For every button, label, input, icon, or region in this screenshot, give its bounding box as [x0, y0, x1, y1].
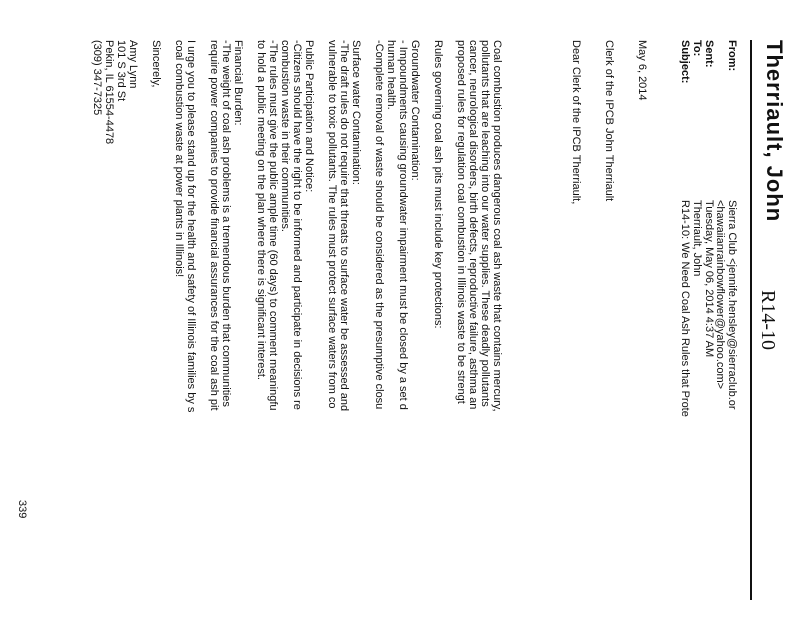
subject-value: R14-10: We Need Coal Ash Rules that Prote — [679, 200, 691, 417]
from-value-line-1: Sierra Club <jennife.hensley@sierraclub.or — [726, 200, 738, 410]
letter-paragraph — [255, 40, 315, 615]
paragraph-line: 101 S 3rd St — [115, 40, 127, 102]
paragraph-line: Amy Lynn — [127, 40, 139, 89]
letter-paragraph — [208, 40, 244, 615]
docket-number: R14-10 — [757, 290, 779, 350]
paragraph-line: I urge you to please stand up for the health and safety of Illinois families by s — [185, 40, 197, 413]
from-label: From: — [726, 40, 738, 72]
paragraph-line: -Citizens should have the right to be informed and participate in decisions re — [291, 40, 303, 410]
paragraph-line: Coal combustion produces dangerous coal ash waste that contains mercury, — [491, 40, 503, 412]
paragraph-line: -The weight of coal ash problems is a tremendous burden that communities — [220, 40, 232, 407]
paragraph-line: to hold a public meeting on the plan where there is significant interest. — [255, 40, 267, 380]
letter-paragraph — [373, 40, 421, 615]
paragraph-line: human health. — [385, 40, 397, 110]
letter-paragraph — [173, 40, 197, 615]
title-divider — [750, 40, 752, 600]
paragraph-line: coal combustion waste at power plants in Illinois! — [173, 40, 185, 278]
section-heading: Groundwater Contamination: — [409, 40, 421, 181]
paragraph-line: combustion waste in their communities. — [279, 40, 291, 232]
letter-paragraph — [432, 40, 444, 615]
letter-paragraph — [455, 40, 503, 615]
letter-paragraph — [91, 40, 139, 615]
paragraph-line: Rules governing coal ash pits must include key protections: — [432, 40, 444, 329]
letter-body — [80, 40, 503, 615]
paragraph-line: cancer, neurological disorders, birth defects, reproductive failure, asthma an — [467, 40, 479, 410]
document-title: Therriault, John — [762, 40, 787, 223]
subject-label: Subject: — [679, 40, 691, 84]
to-label: To: — [691, 40, 703, 57]
letter-recipient: Clerk of the IPCB John Therriault — [603, 40, 615, 202]
paragraph-line: Pekin, IL 61554-4478 — [103, 40, 115, 145]
paragraph-line: vulnerable to toxic pollutants. The rules must protect surface waters from co — [326, 40, 338, 409]
paragraph-line: -Complete removal of waste should be considered as the presumptive closu — [373, 40, 385, 410]
sent-label: Sent: — [703, 40, 715, 68]
paragraph-line: Sincerely, — [150, 40, 162, 88]
letter-date: May 6, 2014 — [636, 40, 648, 101]
paragraph-line: - Impoundments causing groundwater impairment must be closed by a set d — [397, 40, 409, 410]
section-heading: Financial Burden: — [232, 40, 244, 126]
letter-paragraph — [326, 40, 362, 615]
sent-value: Tuesday, May 06, 2014 4:37 AM — [703, 200, 715, 358]
paragraph-line: (309) 347-7325 — [91, 40, 103, 116]
letter-salutation: Dear Clerk of the IPCB Therriault, — [570, 40, 582, 205]
to-value: Therriault, John — [691, 200, 703, 277]
paragraph-line: pollutants that are leaching into our water supplies. These deadly pollutants — [479, 40, 491, 407]
from-value-line-2: <hawaiianrainbowflower@yahoo.com> — [714, 200, 726, 390]
paragraph-line: proposed rules for regulation coal combustion in Illinois waste to be strengt — [455, 40, 467, 404]
section-heading: Surface water Contamination: — [350, 40, 362, 185]
letter-paragraph — [150, 40, 162, 615]
paragraph-line: -The draft rules do not require that threats to surface water be assessed and — [338, 40, 350, 412]
section-heading: Public Participation and Notice: — [303, 40, 315, 193]
paragraph-line: -The rules must give the public ample time (60 days) to comment meaningfu — [267, 40, 279, 411]
paragraph-line: require power companies to provide financial assurances for the coal ash pit — [208, 40, 220, 411]
page-number: 339 — [16, 500, 28, 519]
